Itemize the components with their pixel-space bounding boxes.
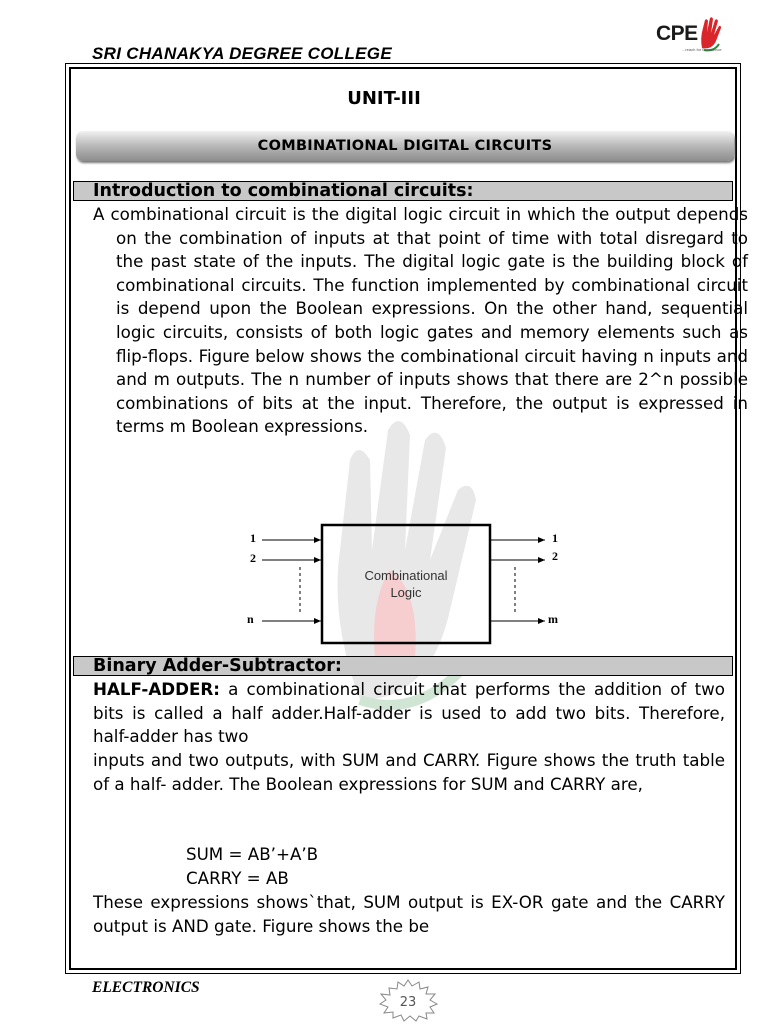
section-heading-adder: Binary Adder-Subtractor: xyxy=(73,656,733,676)
page-number: 23 xyxy=(399,995,417,1010)
input-label-1: 1 xyxy=(250,531,256,545)
footer-subject: ELECTRONICS xyxy=(92,979,200,996)
unit-title: UNIT-III xyxy=(347,88,421,109)
page-number-badge xyxy=(374,978,442,1022)
half-adder-paragraph-3: These expressions shows`that, SUM output is EX-OR gate and the CARRY output is AND gate. Figure shows the be xyxy=(93,892,725,936)
output-label-2: 2 xyxy=(552,549,558,563)
chapter-banner: COMBINATIONAL DIGITAL CIRCUITS xyxy=(76,131,734,161)
input-label-n: n xyxy=(247,612,254,626)
output-label-1: 1 xyxy=(552,531,558,545)
block-diagram xyxy=(240,520,570,648)
logo-tagline: ...reach for Excellence xyxy=(682,47,722,52)
half-adder-paragraph-1 xyxy=(93,678,725,749)
college-name: SRI CHANAKYA DEGREE COLLEGE xyxy=(92,44,392,63)
box-label-line2: Logic xyxy=(390,585,422,600)
half-adder-para1-text: a combinational circuit that performs the addition of two bits is called a half adder.Half-adder is used to add two bits. Therefore, half-adder has two xyxy=(93,679,725,747)
logo-text: CPE xyxy=(656,22,698,45)
box-label-line1: Combinational xyxy=(364,568,448,583)
college-logo xyxy=(656,14,736,56)
logic-box xyxy=(322,525,490,643)
input-label-2: 2 xyxy=(250,551,256,565)
carry-equation: CARRY = AB xyxy=(186,868,289,888)
output-label-m: m xyxy=(548,612,558,626)
sum-equation: SUM = AB’+A’B xyxy=(186,844,319,864)
intro-paragraph: A combinational circuit is the digital logic circuit in which the output depends on the combination of inputs at that point of time with total disregard to the past state of the inputs. The digital logic gate is the building block of combinational circuits. The function implemented by combinational circuit is depend upon the Boolean expressions. On the other hand, sequential logic circuits, consists of both logic gates and memory elements such as flip-flops. Figure below shows the combinational circuit having n inputs and and m outputs. The n number of inputs shows that there are 2^n possible combinations of bits at the input. Therefore, the output is expressed in terms m Boolean expressions. xyxy=(93,204,748,437)
half-adder-term: HALF-ADDER: xyxy=(93,679,220,699)
combinational-logic-figure xyxy=(240,520,570,648)
half-adder-paragraph-2: inputs and two outputs, with SUM and CARRY. Figure shows the truth table of a half- adder. The Boolean expressions for SUM and CARRY are, xyxy=(93,750,725,794)
starburst-icon xyxy=(374,978,442,1022)
section-heading-intro: Introduction to combinational circuits: xyxy=(73,181,733,201)
